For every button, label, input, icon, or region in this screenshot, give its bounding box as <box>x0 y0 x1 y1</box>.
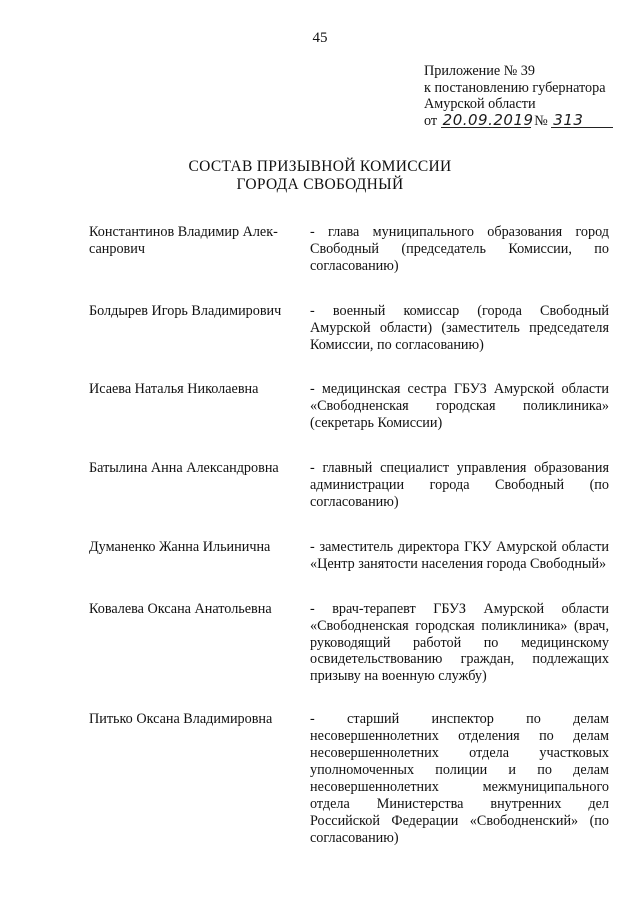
members-list <box>89 224 609 846</box>
handwritten-number: 313 <box>551 113 613 128</box>
member-name: Батылина Анна Александровна <box>89 460 279 477</box>
member-row <box>89 303 609 354</box>
member-name: Константинов Владимир Алек-санрович <box>89 224 278 257</box>
member-name: Болдырев Игорь Владимирович <box>89 302 282 319</box>
number-label: № <box>534 112 548 129</box>
member-role: - военный комиссар (города Свободный Амурской области) (заместитель председателя Комиссии, по согласованию) <box>310 302 609 353</box>
member-row <box>89 460 609 511</box>
member-name: Ковалева Оксана Анатольевна <box>89 600 272 617</box>
title-line-2: ГОРОДА СВОБОДНЫЙ <box>236 175 404 193</box>
member-role: - медицинская сестра ГБУЗ Амурской области «Свободненская городская поликлиника» (секретарь Комиссии) <box>310 381 609 432</box>
member-role: - старший инспектор по делам несовершеннолетних отделения по делам несовершеннолетних отдела участковых уполномоченных полиции и по делам несовершеннолетних межмуниципального отдела Министерства внутренних дел Российской Федерации «Свободненский» (по согласованию) <box>310 711 609 846</box>
appendix-line-1: Приложение № 39 <box>424 63 535 79</box>
appendix-line-3: Амурской области <box>424 96 536 112</box>
member-role: - врач-терапевт ГБУЗ Амурской области «Свободненская городская поликлиника» (врач, руководящий работой по медицинскому освидетельствованию граждан, подлежащих призыву на военную службу) <box>310 600 609 685</box>
member-row <box>89 539 609 573</box>
member-row <box>89 711 609 846</box>
member-role: - заместитель директора ГКУ Амурской области «Центр занятости населения города Свободный» <box>310 538 609 572</box>
appendix-header <box>424 63 624 129</box>
member-name: Исаева Наталья Николаевна <box>89 381 259 398</box>
member-row <box>89 224 609 275</box>
document-title <box>0 158 640 193</box>
handwritten-date: 20.09.2019 <box>442 110 534 129</box>
from-label: от <box>424 112 438 129</box>
page-number: 45 <box>312 30 328 46</box>
title-line-1: СОСТАВ ПРИЗЫВНОЙ КОМИССИИ <box>188 158 452 175</box>
appendix-line-2: к постановлению губернатора <box>424 79 606 96</box>
member-name: Думаненко Жанна Ильинична <box>89 538 271 555</box>
member-row <box>89 381 609 432</box>
member-role: - главный специалист управления образования администрации города Свободный (по согласованию) <box>310 460 609 510</box>
member-row <box>89 601 609 686</box>
member-name: Питько Оксана Владимировна <box>89 711 273 728</box>
appendix-date-line <box>424 110 624 130</box>
member-role: - глава муниципального образования город Свободный (председатель Комиссии, по согласованию) <box>310 224 609 274</box>
